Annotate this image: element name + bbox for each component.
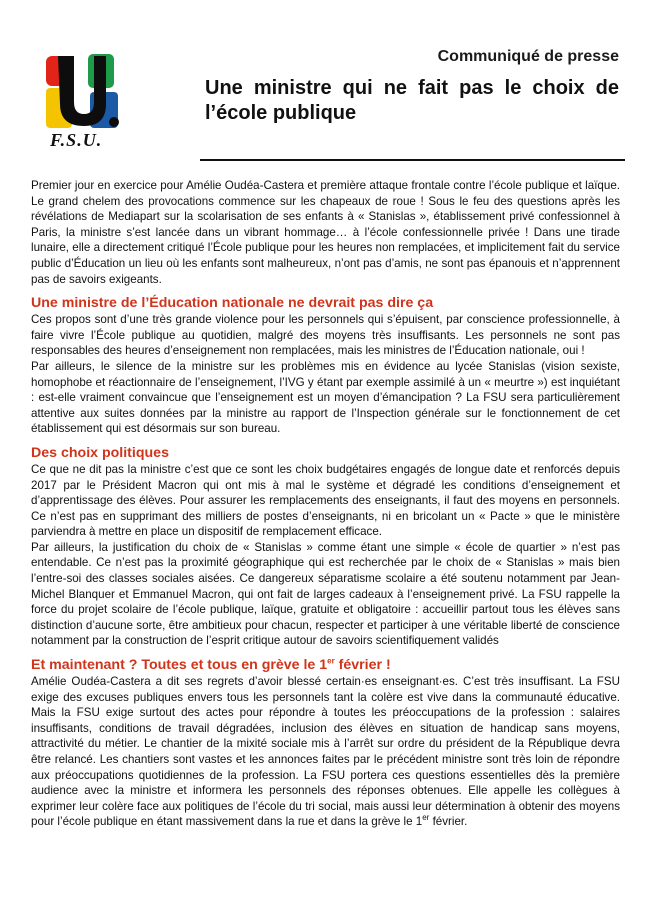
logo-letters: F.S.U. (50, 130, 103, 150)
section-2-paragraph-1: Ce que ne dit pas la ministre c’est que ce sont les choix budgétaires engagés de longue date et renforcés depuis 2017 par le Président Macron qui ont mis à mal le système et dégradé les conditions d’enseignement et d’apprentissage des élèves. Pour assurer les remplacements des enseignants, il faut des moyens en personnels. Ce n’est pas en supprimant des milliers de postes d’enseignants, ni en bricolant un « Pacte » que le ministère parviendra à mettre en place un dispositif de remplacement efficace. (31, 462, 620, 539)
section-heading-3-text: Et maintenant ? Toutes et tous en grève le 1 (31, 657, 328, 674)
page-title: Une ministre qui ne fait pas le choix de l’école publique (205, 77, 619, 124)
section-heading-1: Une ministre de l’Éducation nationale ne devrait pas dire ça (31, 295, 434, 312)
section-3-paragraph-end: février. (429, 815, 468, 829)
header (205, 48, 619, 126)
section-3-paragraph-1 (31, 674, 620, 830)
section-1-paragraph-1: Ces propos sont d’une très grande violence pour les personnels qui s’épuisent, par conscience professionnelle, à faire vivre l’École publique au quotidien, malgré des moyens très insuffisants. Les personnels ne sont pas responsables des heures d’enseignement non remplacées, mais les ministres de l’Éducation nationale, oui ! (31, 313, 620, 358)
section-heading-3-sup: er (327, 656, 335, 666)
section-1-paragraph-2: Par ailleurs, le silence de la ministre sur les problèmes mis en évidence au lycée Stanislas (vision sexiste, homophobe et réactionnaire de l’enseignement, l’IVG y étant par exemple assimilé à un « meurtre ») est inquiétant : est-elle vraiment convaincue que l’enseignement est un moyen d’émancipation ? La FSU sera particulièrement attentive aux suites données par la ministre au rapport de l’Inspection générale sur le fonctionnement de cet établissement qui est désormais sur son bureau. (31, 359, 620, 436)
section-heading-2: Des choix politiques (31, 444, 169, 461)
section-3-paragraph-text: Amélie Oudéa-Castera a dit ses regrets d’avoir blessé certain·es enseignant·es. C’est très insuffisant. La FSU exige des excuses publiques envers tous les personnels tant la colère est vive dans la communauté éducative. Mais la FSU exige surtout des actes pour répondre à toutes les préoccupations de la profession : salaires insuffisants, conditions de travail dégradées, inclusion des élèves en situation de handicap sans moyens, attractivité du métier. Le chantier de la mixité sociale mis à l’arrêt sur ordre du président de la République devra être relancé. Les chantiers sont vastes et les annonces faites par le précédent ministre sont très loin de répondre aux préoccupations quotidiennes de la profession. La FSU portera ces questions essentielles dès la première audience avec la ministre et informera les personnels des réponses obtenues. Elle appelle les collègues à exprimer leur colère face aux politiques de l’école du tri social, mais aussi leur détermination à obtenir des moyens pour l’école publique en étant massivement dans la rue et dans la grève le 1 (31, 675, 620, 829)
fsu-logo-mark-icon (44, 52, 128, 132)
section-2-paragraph-2: Par ailleurs, la justification du choix de « Stanislas » comme étant une simple « école de quartier » n’est pas entendable. Ce n’est pas la proximité géographique qui est recherchée par le choix de « Stanislas » mais bien l’entre-soi des classes sociales aisées. Ce dangereux séparatisme scolaire a été soutenu notamment par Jean-Michel Blanquer et Emmanuel Macron, qui ont fait de larges cadeaux à l’enseignement privé. La FSU rappelle la force du projet scolaire de l’école publique, laïque, gratuite et obligatoire : accueillir partout tous les élèves sans distinction d’aucune sorte, être ambitieux pour chacun, respecter et participer à une véritable liberté de conscience notamment par la construction de l’esprit critique autour de savoirs scientifiquement validés (31, 540, 620, 648)
document-body (31, 178, 620, 830)
logo-dot (109, 117, 119, 127)
header-divider (200, 159, 625, 161)
intro-paragraph: Premier jour en exercice pour Amélie Oudéa-Castera et première attaque frontale contre l’école publique et laïque. Le grand chelem des provocations commence sur les chapeaux de roue ! Sous le feu des questions après les révélations de Mediapart sur la scolarisation de ses enfants à « Stanislas », établissement privé confessionnel à Paris, la ministre s’est lancée dans un vibrant hommage… à l’école confessionnelle privée ! Dans une tirade lunaire, elle a directement critiqué l’École publique pour les heures non remplacées, et implicitement fait du service public d’Éducation un lieu où les enfants sont malheureux, n’ont pas d’amis, ne sont pas épanouis et n’apprennent pas de savoirs exigeants. (31, 179, 620, 286)
fsu-logo (44, 52, 128, 148)
section-3-paragraph-sup: er (422, 813, 430, 823)
section-heading-3-end: février ! (334, 657, 391, 674)
section-heading-3 (31, 657, 620, 674)
logo-u-letter (58, 56, 106, 126)
press-release-label: Communiqué de presse (437, 48, 619, 65)
